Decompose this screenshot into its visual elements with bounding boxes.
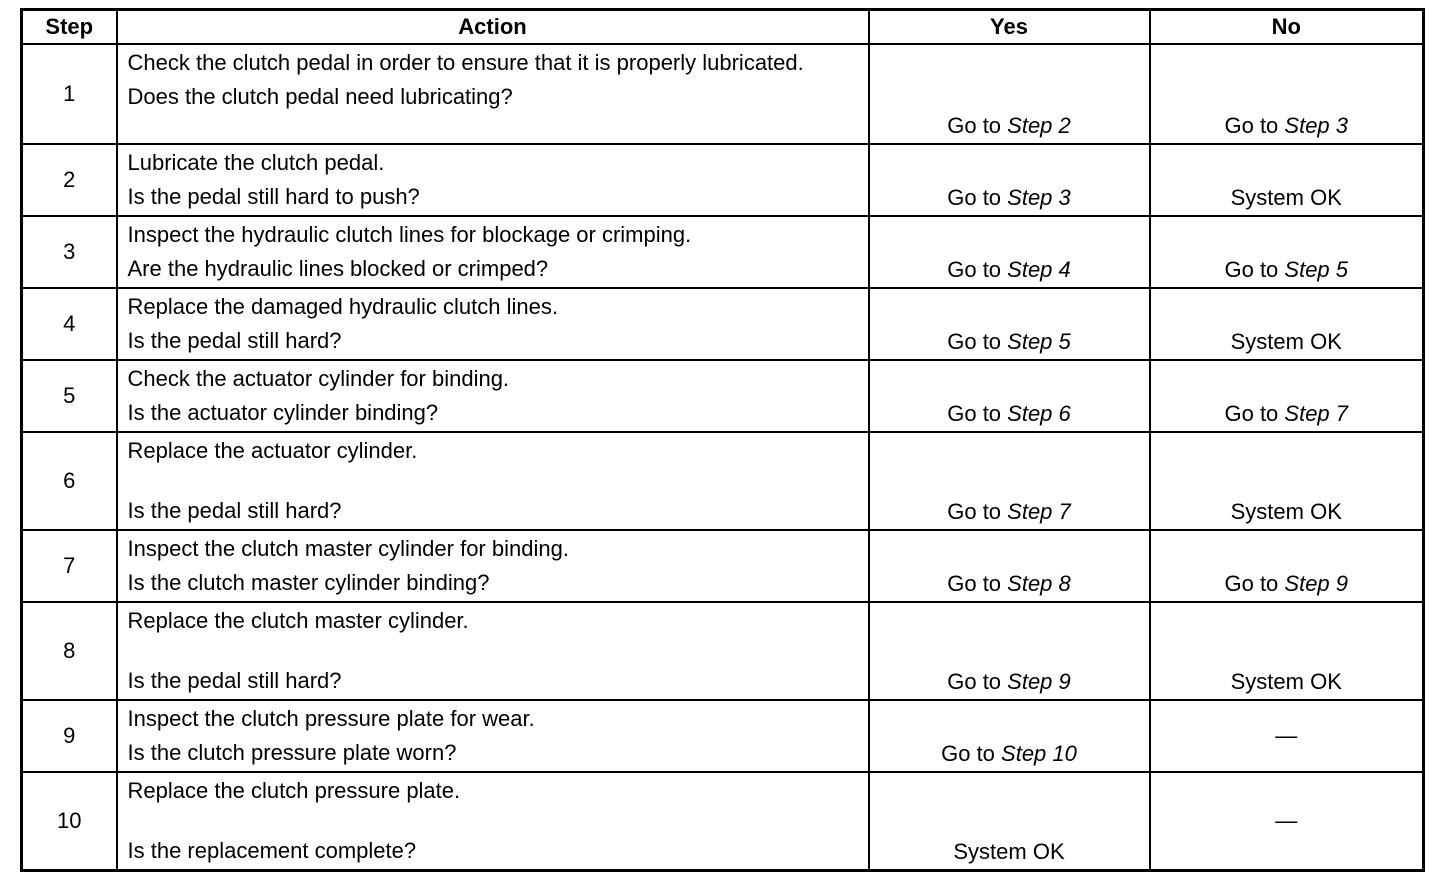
action-cell bbox=[117, 530, 869, 602]
action-instruction: Inspect the clutch master cylinder for binding. bbox=[127, 536, 569, 561]
action-question: Does the clutch pedal need lubricating? bbox=[127, 84, 513, 109]
no-prefix: Go to bbox=[1224, 257, 1285, 282]
action-question: Is the pedal still hard? bbox=[127, 668, 342, 693]
yes-prefix: Go to bbox=[947, 113, 1008, 138]
action-cell bbox=[117, 602, 869, 700]
no-cell bbox=[1150, 44, 1424, 144]
yes-prefix: Go to bbox=[947, 257, 1008, 282]
no-cell bbox=[1150, 700, 1424, 772]
action-question: Is the pedal still hard to push? bbox=[127, 184, 420, 209]
header-action: Action bbox=[117, 10, 869, 45]
yes-prefix: System OK bbox=[953, 839, 1065, 864]
table-row bbox=[22, 216, 1424, 288]
action-cell bbox=[117, 144, 869, 216]
yes-cell bbox=[869, 44, 1150, 144]
step-number: 5 bbox=[22, 360, 117, 432]
yes-cell bbox=[869, 288, 1150, 360]
table-row bbox=[22, 144, 1424, 216]
table-row bbox=[22, 530, 1424, 602]
no-step-ref: Step 5 bbox=[1284, 257, 1349, 282]
step-number: 2 bbox=[22, 144, 117, 216]
no-cell bbox=[1150, 144, 1424, 216]
no-prefix: Go to bbox=[1224, 113, 1285, 138]
yes-prefix: Go to bbox=[941, 741, 1002, 766]
action-cell bbox=[117, 432, 869, 530]
no-dash: — bbox=[1275, 808, 1298, 833]
no-cell bbox=[1150, 216, 1424, 288]
action-instruction: Check the clutch pedal in order to ensure that it is properly lubricated. bbox=[127, 50, 804, 75]
yes-prefix: Go to bbox=[947, 499, 1008, 524]
no-step-ref: Step 3 bbox=[1284, 113, 1349, 138]
step-number: 8 bbox=[22, 602, 117, 700]
yes-cell bbox=[869, 530, 1150, 602]
action-cell bbox=[117, 216, 869, 288]
no-cell bbox=[1150, 432, 1424, 530]
action-cell bbox=[117, 772, 869, 871]
table-row bbox=[22, 360, 1424, 432]
yes-step-ref: Step 3 bbox=[1007, 185, 1071, 210]
yes-step-ref: Step 4 bbox=[1007, 257, 1071, 282]
diagnostic-table-container bbox=[20, 8, 1422, 872]
action-instruction: Check the actuator cylinder for binding. bbox=[127, 366, 510, 391]
action-question: Is the pedal still hard? bbox=[127, 328, 342, 353]
no-step-ref: Step 7 bbox=[1284, 401, 1349, 426]
action-cell bbox=[117, 44, 869, 144]
action-question: Is the replacement complete? bbox=[127, 838, 417, 863]
action-instruction: Inspect the clutch pressure plate for wear. bbox=[127, 706, 535, 731]
yes-cell bbox=[869, 700, 1150, 772]
no-prefix: Go to bbox=[1224, 401, 1285, 426]
step-number: 3 bbox=[22, 216, 117, 288]
yes-prefix: Go to bbox=[947, 401, 1008, 426]
table-row bbox=[22, 288, 1424, 360]
table-row bbox=[22, 602, 1424, 700]
yes-step-ref: Step 2 bbox=[1007, 113, 1071, 138]
step-number: 1 bbox=[22, 44, 117, 144]
no-cell bbox=[1150, 602, 1424, 700]
yes-step-ref: Step 9 bbox=[1007, 669, 1071, 694]
step-number: 6 bbox=[22, 432, 117, 530]
action-question: Is the clutch master cylinder binding? bbox=[127, 570, 490, 595]
yes-step-ref: Step 7 bbox=[1007, 499, 1071, 524]
yes-cell bbox=[869, 432, 1150, 530]
header-step: Step bbox=[22, 10, 117, 45]
action-question: Is the pedal still hard? bbox=[127, 498, 342, 523]
no-prefix: System OK bbox=[1230, 185, 1342, 210]
table-row bbox=[22, 44, 1424, 144]
yes-step-ref: Step 5 bbox=[1007, 329, 1071, 354]
action-instruction: Replace the clutch master cylinder. bbox=[127, 608, 469, 633]
action-question: Is the clutch pressure plate worn? bbox=[127, 740, 457, 765]
no-cell bbox=[1150, 530, 1424, 602]
yes-prefix: Go to bbox=[947, 669, 1008, 694]
table-row bbox=[22, 772, 1424, 871]
diagnostic-table bbox=[20, 8, 1425, 872]
step-number: 4 bbox=[22, 288, 117, 360]
table-row bbox=[22, 432, 1424, 530]
yes-cell bbox=[869, 772, 1150, 871]
yes-step-ref: Step 10 bbox=[1001, 741, 1077, 766]
action-question: Is the actuator cylinder binding? bbox=[127, 400, 439, 425]
no-dash: — bbox=[1275, 723, 1298, 748]
no-prefix: Go to bbox=[1224, 571, 1285, 596]
step-number: 10 bbox=[22, 772, 117, 871]
action-instruction: Lubricate the clutch pedal. bbox=[127, 150, 385, 175]
yes-prefix: Go to bbox=[947, 571, 1008, 596]
yes-cell bbox=[869, 360, 1150, 432]
table-row bbox=[22, 700, 1424, 772]
no-step-ref: Step 9 bbox=[1284, 571, 1349, 596]
no-cell bbox=[1150, 360, 1424, 432]
action-instruction: Inspect the hydraulic clutch lines for blockage or crimping. bbox=[127, 222, 692, 247]
action-instruction: Replace the actuator cylinder. bbox=[127, 438, 418, 463]
action-cell bbox=[117, 360, 869, 432]
yes-cell bbox=[869, 602, 1150, 700]
yes-prefix: Go to bbox=[947, 185, 1008, 210]
yes-cell bbox=[869, 144, 1150, 216]
header-row bbox=[22, 10, 1424, 45]
yes-prefix: Go to bbox=[947, 329, 1008, 354]
yes-step-ref: Step 6 bbox=[1007, 401, 1071, 426]
yes-cell bbox=[869, 216, 1150, 288]
action-cell bbox=[117, 700, 869, 772]
header-no: No bbox=[1150, 10, 1424, 45]
action-cell bbox=[117, 288, 869, 360]
no-cell bbox=[1150, 288, 1424, 360]
action-question: Are the hydraulic lines blocked or crimped? bbox=[127, 256, 549, 281]
yes-step-ref: Step 8 bbox=[1007, 571, 1071, 596]
header-yes: Yes bbox=[869, 10, 1150, 45]
no-cell bbox=[1150, 772, 1424, 871]
action-instruction: Replace the damaged hydraulic clutch lines. bbox=[127, 294, 558, 319]
no-prefix: System OK bbox=[1230, 499, 1342, 524]
step-number: 7 bbox=[22, 530, 117, 602]
no-prefix: System OK bbox=[1230, 669, 1342, 694]
action-instruction: Replace the clutch pressure plate. bbox=[127, 778, 461, 803]
step-number: 9 bbox=[22, 700, 117, 772]
no-prefix: System OK bbox=[1230, 329, 1342, 354]
